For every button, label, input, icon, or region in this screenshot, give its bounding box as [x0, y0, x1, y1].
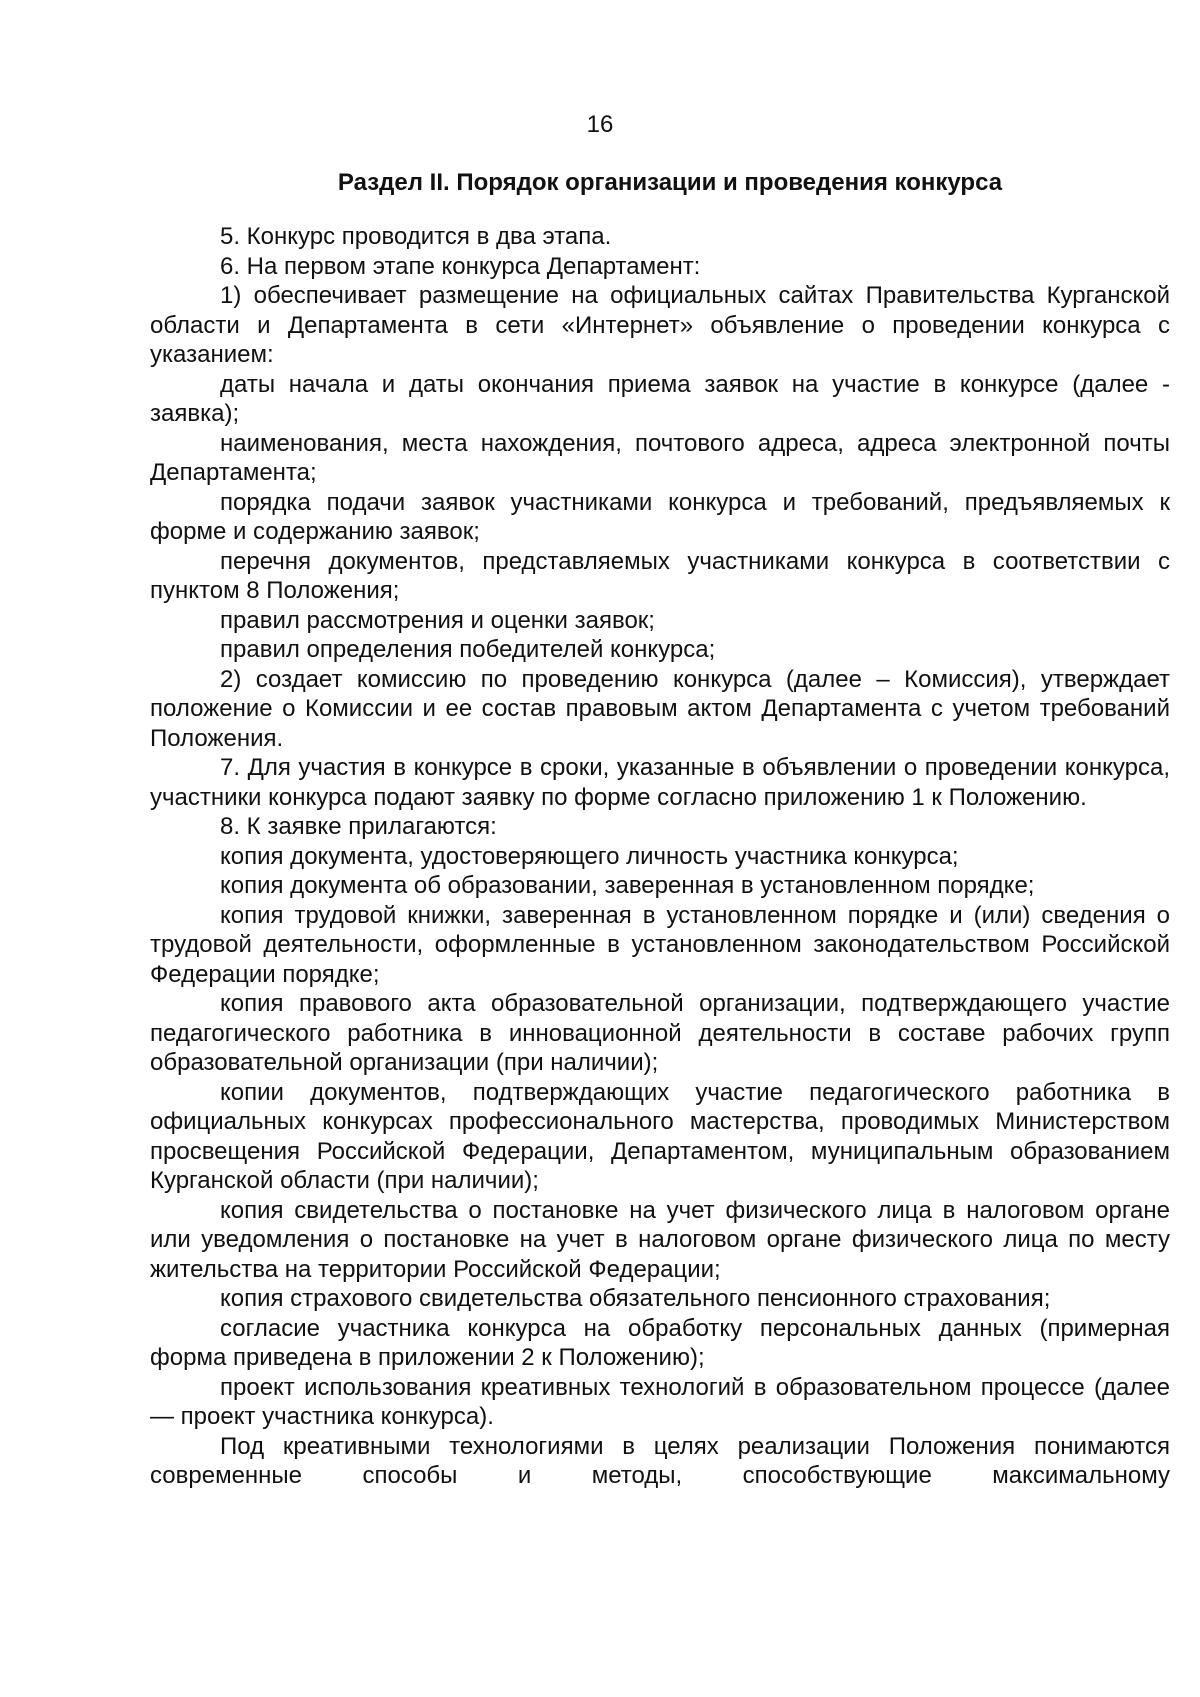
- paragraph: копия трудовой книжки, заверенная в установленном порядке и (или) сведения о трудовой деятельности, оформленные в установленном законодательством Российской Федерации порядке;: [150, 901, 1170, 988]
- paragraph: копия свидетельства о постановке на учет физического лица в налоговом органе или уведомления о постановке на учет в налоговом органе физического лица по месту жительства на территории Российской Федерации;: [150, 1196, 1170, 1283]
- paragraph: 8. К заявке прилагаются:: [220, 813, 497, 840]
- paragraph: порядка подачи заявок участниками конкурса и требований, предъявляемых к форме и содержанию заявок;: [150, 488, 1170, 545]
- paragraph: копия документа, удостоверяющего личность участника конкурса;: [220, 842, 959, 870]
- paragraph: 2) создает комиссию по проведению конкурса (далее – Комиссия), утверждает положение о Комиссии и ее состав правовым актом Департамента с учетом требований Положения.: [150, 665, 1170, 752]
- paragraph: 6. На первом этапе конкурса Департамент:: [220, 252, 701, 280]
- page-number: 16: [586, 111, 614, 138]
- paragraph: согласие участника конкурса на обработку персональных данных (примерная форма приведена в приложении 2 к Положению);: [150, 1314, 1170, 1371]
- paragraph: перечня документов, представляемых участниками конкурса в соответствии с пунктом 8 Положения;: [150, 547, 1170, 604]
- paragraph: 1) обеспечивает размещение на официальных сайтах Правительства Курганской области и Департамента в сети «Интернет» объявление о проведении конкурса с указанием:: [150, 282, 1170, 368]
- paragraph: копия документа об образовании, заверенная в установленном порядке;: [220, 872, 1035, 899]
- section-title: Раздел II. Порядок организации и проведения конкурса: [337, 169, 1003, 196]
- paragraph: наименования, места нахождения, почтового адреса, адреса электронной почты Департамента;: [150, 429, 1170, 486]
- document-body: [150, 222, 1170, 1491]
- paragraph: даты начала и даты окончания приема заявок на участие в конкурсе (далее - заявка);: [150, 370, 1170, 427]
- paragraph: Под креативными технологиями в целях реализации Положения понимаются современные способы и методы, способствующие максимальному: [150, 1432, 1170, 1489]
- paragraph: правил рассмотрения и оценки заявок;: [220, 606, 655, 634]
- paragraph: проект использования креативных технологий в образовательном процессе (далее — проект участника конкурса).: [150, 1373, 1170, 1430]
- paragraph: копия правового акта образовательной организации, подтверждающего участие педагогического работника в инновационной деятельности в составе рабочих групп образовательной организации (при наличии);: [150, 990, 1170, 1076]
- paragraph: 5. Конкурс проводится в два этапа.: [220, 223, 612, 250]
- paragraph: копии документов, подтверждающих участие педагогического работника в официальных конкурсах профессионального мастерства, проводимых Министерством просвещения Российской Федерации, Департаментом, муниципальным образованием Курганской области (при наличии);: [150, 1078, 1170, 1194]
- paragraph: правил определения победителей конкурса;: [220, 636, 716, 663]
- paragraph: 7. Для участия в конкурсе в сроки, указанные в объявлении о проведении конкурса, участники конкурса подают заявку по форме согласно приложению 1 к Положению.: [150, 754, 1170, 811]
- paragraph: копия страхового свидетельства обязательного пенсионного страхования;: [220, 1285, 1051, 1312]
